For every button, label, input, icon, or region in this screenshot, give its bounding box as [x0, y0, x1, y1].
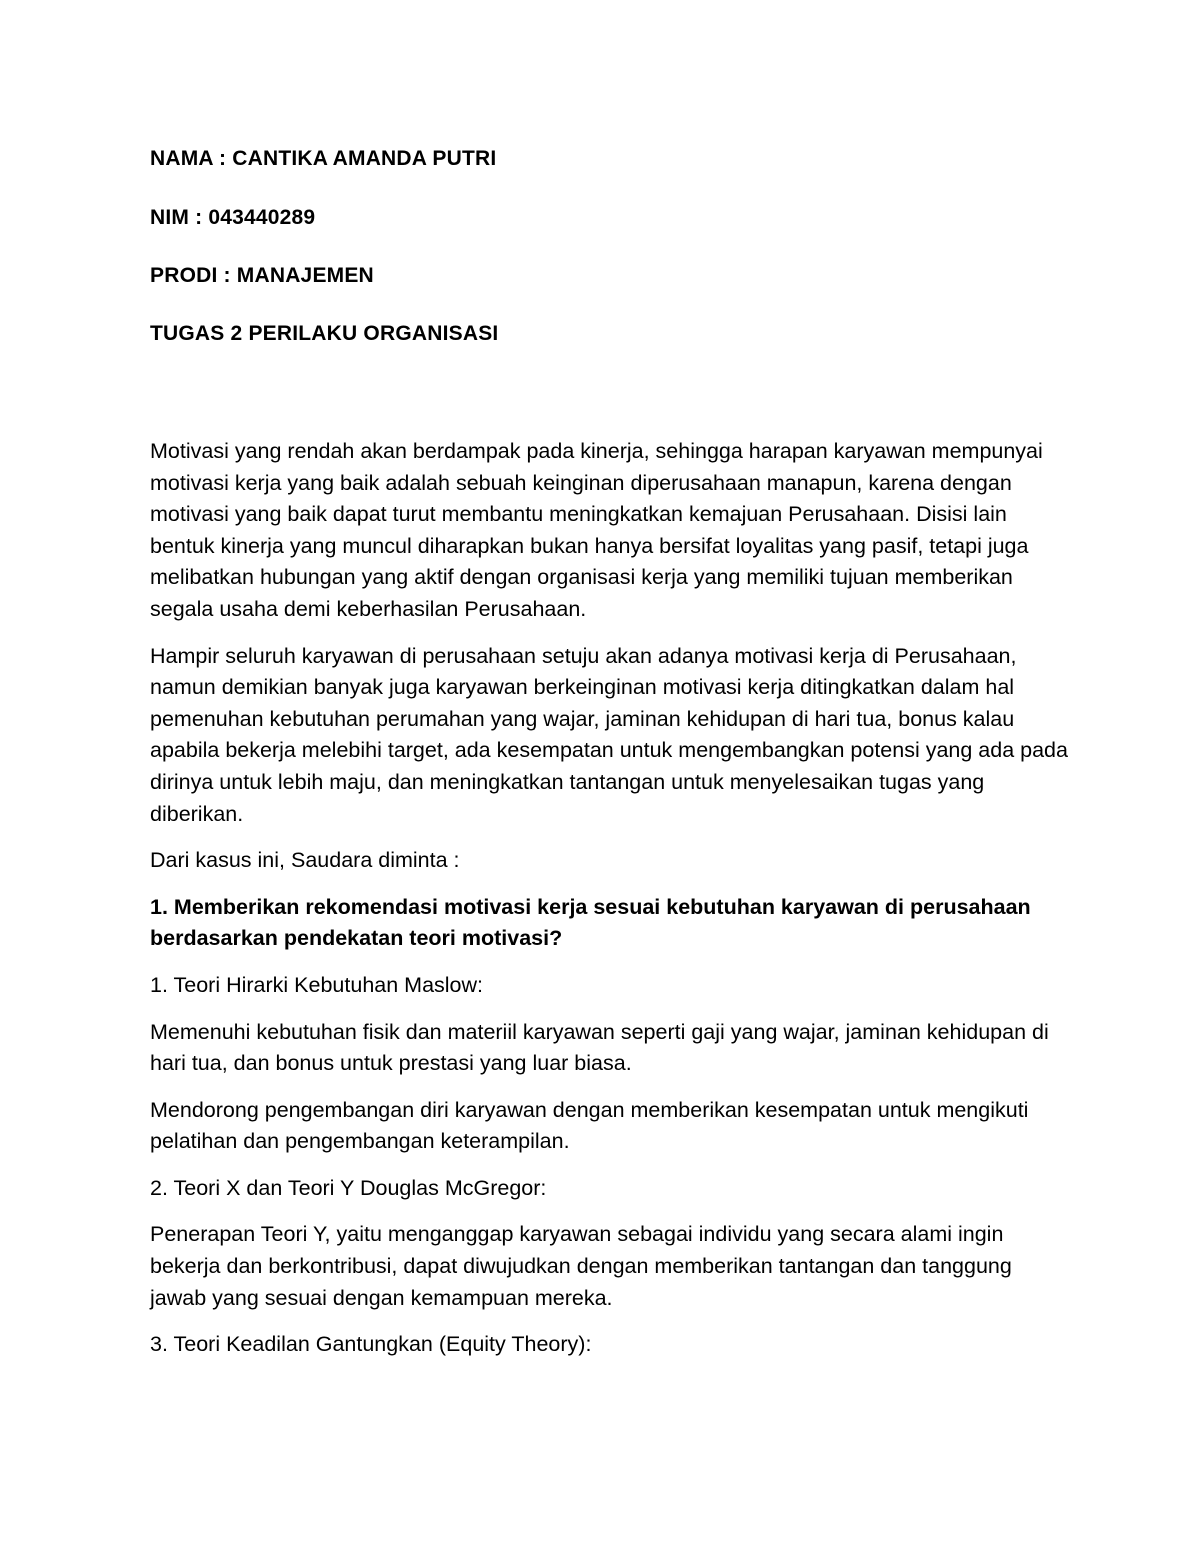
theory-3-title: 3. Teori Keadilan Gantungkan (Equity Theory): — [150, 1332, 592, 1357]
question-1: 1. Memberikan rekomendasi motivasi kerja sesuai kebutuhan karyawan di perusahaan berdasarkan pendekatan teori motivasi? — [150, 894, 1031, 951]
paragraph-case-2: Hampir seluruh karyawan di perusahaan setuju akan adanya motivasi kerja di Perusahaan, namun demikian banyak juga karyawan berkeinginan motivasi kerja ditingkatkan dalam hal pemenuhan kebutuhan perumahan yang wajar, jaminan kehidupan di hari tua, bonus kalau apabila bekerja melebihi target, ada kesempatan untuk mengembangkan potensi yang ada pada dirinya untuk lebih maju, dan meningkatkan tantangan untuk menyelesaikan tugas yang diberikan. — [150, 643, 1068, 826]
header-prodi: PRODI : MANAJEMEN — [150, 264, 374, 287]
header-nama: NAMA : CANTIKA AMANDA PUTRI — [150, 147, 497, 170]
document-body — [150, 436, 1070, 1376]
theory-1-point-b: Mendorong pengembangan diri karyawan dengan memberikan kesempatan untuk mengikuti pelatihan dan pengembangan keterampilan. — [150, 1097, 1029, 1154]
theory-1-point-a: Memenuhi kebutuhan fisik dan materiil karyawan seperti gaji yang wajar, jaminan kehidupan di hari tua, dan bonus untuk prestasi yang luar biasa. — [150, 1019, 1049, 1076]
theory-2-point-a: Penerapan Teori Y, yaitu menganggap karyawan sebagai individu yang secara alami ingin bekerja dan berkontribusi, dapat diwujudkan dengan memberikan tantangan dan tanggung jawab yang sesuai dengan kemampuan mereka. — [150, 1222, 1012, 1310]
header-nim: NIM : 043440289 — [150, 206, 316, 229]
header-tugas: TUGAS 2 PERILAKU ORGANISASI — [150, 322, 499, 345]
paragraph-intro: Dari kasus ini, Saudara diminta : — [150, 848, 460, 873]
theory-2-title: 2. Teori X dan Teori Y Douglas McGregor: — [150, 1175, 547, 1200]
paragraph-case-1: Motivasi yang rendah akan berdampak pada kinerja, sehingga harapan karyawan mempunyai motivasi kerja yang baik adalah sebuah keinginan diperusahaan manapun, karena dengan motivasi yang baik dapat turut membantu meningkatkan kemajuan Perusahaan. Disisi lain bentuk kinerja yang muncul diharapkan bukan hanya bersifat loyalitas yang pasif, tetapi juga melibatkan hubungan yang aktif dengan organisasi kerja yang memiliki tujuan memberikan segala usaha demi keberhasilan Perusahaan. — [150, 439, 1043, 621]
theory-1-title: 1. Teori Hirarki Kebutuhan Maslow: — [150, 972, 484, 997]
